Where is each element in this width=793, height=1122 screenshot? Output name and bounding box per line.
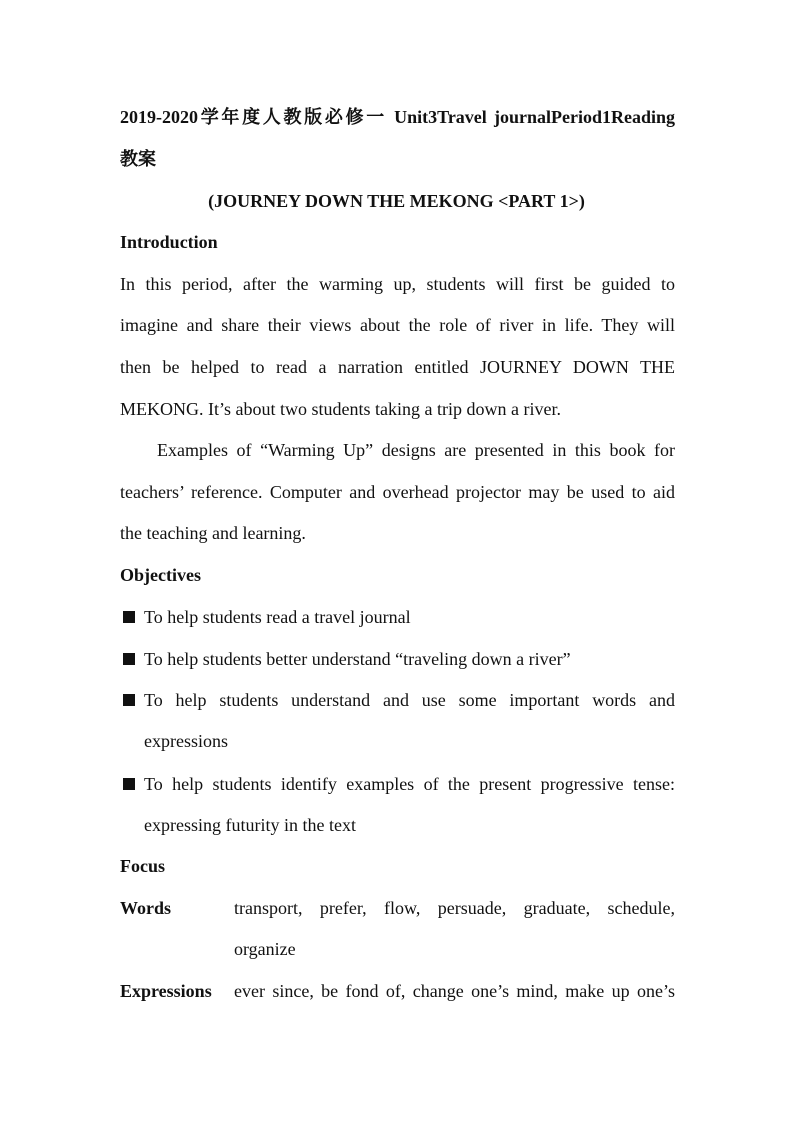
objectives-heading: Objectives bbox=[120, 565, 201, 585]
objective-text-continued: expressions bbox=[144, 731, 228, 751]
objective-text-continued: expressing futurity in the text bbox=[144, 815, 356, 835]
objective-text: To help students identify examples of the present progressive tense: bbox=[144, 774, 675, 794]
objective-item bbox=[120, 606, 675, 628]
square-bullet-icon bbox=[123, 694, 135, 706]
square-bullet-icon bbox=[123, 653, 135, 665]
intro-para1-line-1: In this period, after the warming up, students will first be guided to bbox=[120, 274, 675, 294]
words-label: Words bbox=[120, 898, 172, 918]
intro-para1-line-3: then be helped to read a narration entitled JOURNEY DOWN THE bbox=[120, 357, 675, 377]
introduction-heading: Introduction bbox=[120, 232, 218, 252]
objective-item bbox=[120, 773, 675, 795]
expressions-label: Expressions bbox=[120, 981, 212, 1001]
doc-subtitle: (JOURNEY DOWN THE MEKONG <PART 1>) bbox=[208, 191, 585, 211]
intro-para1-line-4: MEKONG. It’s about two students taking a trip down a river. bbox=[120, 399, 561, 419]
intro-para2-line-3: the teaching and learning. bbox=[120, 523, 306, 543]
intro-para1-line-2: imagine and share their views about the role of river in life. They will bbox=[120, 315, 675, 335]
square-bullet-icon bbox=[123, 778, 135, 790]
square-bullet-icon bbox=[123, 611, 135, 623]
intro-para2-line-1: Examples of “Warming Up” designs are presented in this book for bbox=[157, 440, 675, 460]
words-list-line-2: organize bbox=[234, 939, 296, 959]
expressions-list-line-1: ever since, be fond of, change one’s mind, make up one’s bbox=[234, 981, 675, 1001]
objective-item bbox=[120, 689, 675, 711]
objective-item bbox=[120, 648, 675, 670]
words-list-line-1: transport, prefer, flow, persuade, graduate, schedule, bbox=[234, 898, 675, 918]
intro-para2-line-2: teachers’ reference. Computer and overhead projector may be used to aid bbox=[120, 482, 675, 502]
doc-title-line-1: 2019-2020学年度人教版必修一 Unit3Travel journalPeriod1Reading bbox=[120, 107, 675, 127]
focus-heading: Focus bbox=[120, 856, 165, 876]
objective-text: To help students understand and use some important words and bbox=[144, 690, 675, 710]
objective-text: To help students better understand “traveling down a river” bbox=[144, 649, 571, 669]
objective-text: To help students read a travel journal bbox=[144, 607, 411, 627]
doc-title-line-2: 教案 bbox=[120, 149, 156, 169]
